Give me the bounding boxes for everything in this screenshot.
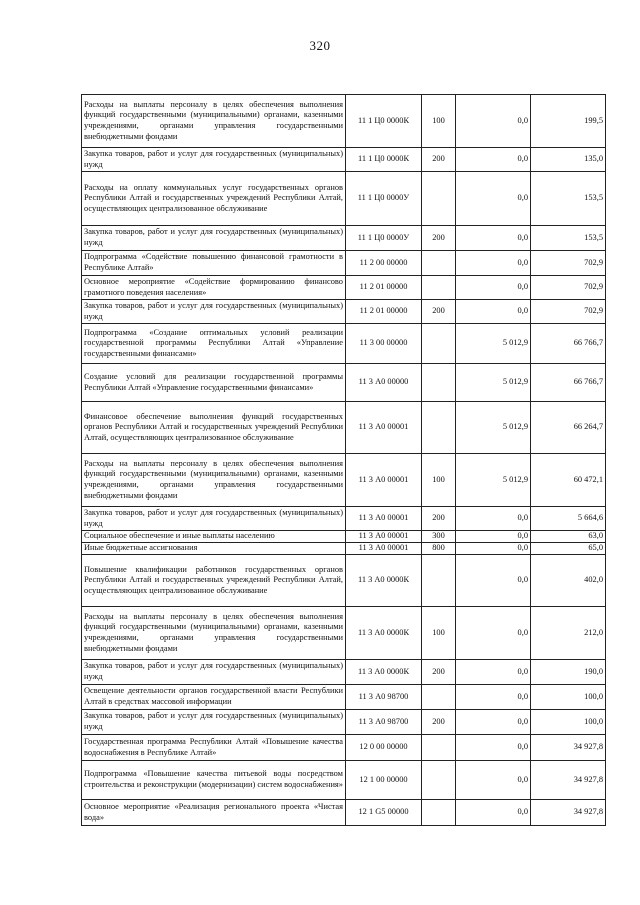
row-expense-type: 100 bbox=[422, 454, 456, 507]
row-value-1: 0,0 bbox=[456, 735, 531, 761]
row-expense-type bbox=[422, 276, 456, 300]
row-name: Повышение квалификации работников государственных органов Республики Алтай и государственных учреждений Республики Алтай, осуществляющих централизованное обслуживание bbox=[82, 555, 346, 607]
row-code: 11 3 А0 00001 bbox=[346, 402, 422, 454]
row-value-2: 34 927,8 bbox=[531, 761, 606, 800]
row-value-2: 63,0 bbox=[531, 531, 606, 543]
row-expense-type bbox=[422, 685, 456, 710]
table-row bbox=[82, 685, 606, 710]
table-row bbox=[82, 507, 606, 531]
row-expense-type bbox=[422, 402, 456, 454]
row-expense-type bbox=[422, 761, 456, 800]
row-name: Подпрограмма «Создание оптимальных условий реализации государственной программы Республики Алтай «Управление государственными финансами» bbox=[82, 324, 346, 364]
table-row bbox=[82, 607, 606, 660]
table-row bbox=[82, 710, 606, 735]
row-value-1: 0,0 bbox=[456, 543, 531, 555]
row-expense-type: 200 bbox=[422, 660, 456, 685]
table-row bbox=[82, 95, 606, 148]
row-expense-type: 200 bbox=[422, 300, 456, 324]
table-row bbox=[82, 226, 606, 251]
row-value-2: 702,9 bbox=[531, 276, 606, 300]
row-value-2: 65,0 bbox=[531, 543, 606, 555]
row-name: Закупка товаров, работ и услуг для государственных (муниципальных) нужд bbox=[82, 148, 346, 172]
row-value-1: 0,0 bbox=[456, 555, 531, 607]
row-value-1: 0,0 bbox=[456, 95, 531, 148]
row-name: Закупка товаров, работ и услуг для государственных (муниципальных) нужд bbox=[82, 226, 346, 251]
row-value-1: 5 012,9 bbox=[456, 402, 531, 454]
row-value-2: 66 766,7 bbox=[531, 364, 606, 402]
table-row bbox=[82, 148, 606, 172]
row-name: Основное мероприятие «Содействие формированию финансово грамотного поведения населения» bbox=[82, 276, 346, 300]
row-name: Расходы на выплаты персоналу в целях обеспечения выполнения функций государственными (муниципальными) органами, казенными учреждениями, органами управления государственными внебюджетными фондами bbox=[82, 95, 346, 148]
row-name: Расходы на выплаты персоналу в целях обеспечения выполнения функций государственными (муниципальными) органами, казенными учреждениями, органами управления государственными внебюджетными фондами bbox=[82, 607, 346, 660]
row-value-1: 0,0 bbox=[456, 685, 531, 710]
table-row bbox=[82, 172, 606, 226]
row-code: 11 3 А0 00000 bbox=[346, 364, 422, 402]
row-value-2: 153,5 bbox=[531, 172, 606, 226]
row-value-2: 212,0 bbox=[531, 607, 606, 660]
row-expense-type bbox=[422, 555, 456, 607]
row-code: 12 0 00 00000 bbox=[346, 735, 422, 761]
row-code: 11 3 А0 00001 bbox=[346, 507, 422, 531]
row-code: 11 1 Ц0 0000К bbox=[346, 148, 422, 172]
row-expense-type bbox=[422, 172, 456, 226]
row-value-2: 5 664,6 bbox=[531, 507, 606, 531]
row-value-1: 5 012,9 bbox=[456, 324, 531, 364]
row-value-2: 34 927,8 bbox=[531, 800, 606, 826]
table-row bbox=[82, 324, 606, 364]
row-code: 11 3 А0 0000К bbox=[346, 607, 422, 660]
row-name: Закупка товаров, работ и услуг для государственных (муниципальных) нужд bbox=[82, 710, 346, 735]
row-value-2: 702,9 bbox=[531, 251, 606, 276]
row-value-1: 0,0 bbox=[456, 148, 531, 172]
row-value-2: 60 472,1 bbox=[531, 454, 606, 507]
row-name: Освещение деятельности органов государственной власти Республики Алтай в средствах массовой информации bbox=[82, 685, 346, 710]
row-value-1: 0,0 bbox=[456, 710, 531, 735]
row-name: Социальное обеспечение и иные выплаты населению bbox=[82, 531, 346, 543]
row-code: 11 3 А0 00001 bbox=[346, 531, 422, 543]
row-value-2: 153,5 bbox=[531, 226, 606, 251]
row-code: 12 1 G5 00000 bbox=[346, 800, 422, 826]
row-name: Закупка товаров, работ и услуг для государственных (муниципальных) нужд bbox=[82, 300, 346, 324]
row-value-2: 100,0 bbox=[531, 685, 606, 710]
table-row bbox=[82, 543, 606, 555]
budget-table-body bbox=[82, 95, 606, 826]
row-value-1: 5 012,9 bbox=[456, 454, 531, 507]
row-name: Расходы на оплату коммунальных услуг государственных органов Республики Алтай и государственных учреждений Республики Алтай, осуществляющих централизованное обслуживание bbox=[82, 172, 346, 226]
row-value-1: 0,0 bbox=[456, 761, 531, 800]
table-row bbox=[82, 800, 606, 826]
row-code: 11 3 А0 98700 bbox=[346, 685, 422, 710]
row-code: 12 1 00 00000 bbox=[346, 761, 422, 800]
row-value-1: 0,0 bbox=[456, 172, 531, 226]
row-name: Подпрограмма «Содействие повышению финансовой грамотности в Республике Алтай» bbox=[82, 251, 346, 276]
table-row bbox=[82, 660, 606, 685]
row-value-2: 402,0 bbox=[531, 555, 606, 607]
row-value-1: 0,0 bbox=[456, 276, 531, 300]
row-value-1: 0,0 bbox=[456, 531, 531, 543]
row-name: Подпрограмма «Повышение качества питьевой воды посредством строительства и реконструкции (модернизации) систем водоснабжения» bbox=[82, 761, 346, 800]
row-code: 11 3 А0 00001 bbox=[346, 454, 422, 507]
row-name: Государственная программа Республики Алтай «Повышение качества водоснабжения в Республике Алтай» bbox=[82, 735, 346, 761]
row-value-2: 190,0 bbox=[531, 660, 606, 685]
table-row bbox=[82, 761, 606, 800]
table-row bbox=[82, 454, 606, 507]
row-code: 11 3 А0 0000К bbox=[346, 660, 422, 685]
row-value-1: 0,0 bbox=[456, 251, 531, 276]
table-row bbox=[82, 531, 606, 543]
row-value-1: 0,0 bbox=[456, 800, 531, 826]
row-value-2: 135,0 bbox=[531, 148, 606, 172]
row-code: 11 3 А0 00001 bbox=[346, 543, 422, 555]
row-expense-type bbox=[422, 800, 456, 826]
row-name: Финансовое обеспечение выполнения функций государственных органов Республики Алтай и государственных учреждений Республики Алтай, осуществляющих централизованное обслуживание bbox=[82, 402, 346, 454]
row-expense-type: 200 bbox=[422, 148, 456, 172]
row-value-1: 0,0 bbox=[456, 226, 531, 251]
row-value-2: 199,5 bbox=[531, 95, 606, 148]
row-code: 11 2 01 00000 bbox=[346, 300, 422, 324]
row-code: 11 2 01 00000 bbox=[346, 276, 422, 300]
row-expense-type: 300 bbox=[422, 531, 456, 543]
row-name: Основное мероприятие «Реализация регионального проекта «Чистая вода» bbox=[82, 800, 346, 826]
table-row bbox=[82, 300, 606, 324]
table-row bbox=[82, 555, 606, 607]
row-expense-type bbox=[422, 735, 456, 761]
row-name: Создание условий для реализации государственной программы Республики Алтай «Управление государственными финансами» bbox=[82, 364, 346, 402]
budget-table bbox=[81, 94, 606, 826]
row-value-1: 0,0 bbox=[456, 507, 531, 531]
page-number: 320 bbox=[309, 38, 331, 53]
table-row bbox=[82, 735, 606, 761]
table-row bbox=[82, 402, 606, 454]
row-value-1: 5 012,9 bbox=[456, 364, 531, 402]
row-value-2: 34 927,8 bbox=[531, 735, 606, 761]
row-name: Иные бюджетные ассигнования bbox=[82, 543, 346, 555]
table-row bbox=[82, 251, 606, 276]
row-code: 11 3 А0 98700 bbox=[346, 710, 422, 735]
row-expense-type bbox=[422, 251, 456, 276]
row-value-2: 66 766,7 bbox=[531, 324, 606, 364]
row-expense-type: 200 bbox=[422, 710, 456, 735]
row-value-1: 0,0 bbox=[456, 607, 531, 660]
row-code: 11 1 Ц0 0000У bbox=[346, 172, 422, 226]
row-expense-type: 200 bbox=[422, 507, 456, 531]
table-row bbox=[82, 364, 606, 402]
row-expense-type: 100 bbox=[422, 607, 456, 660]
row-code: 11 3 00 00000 bbox=[346, 324, 422, 364]
row-code: 11 1 Ц0 0000К bbox=[346, 95, 422, 148]
table-row bbox=[82, 276, 606, 300]
row-name: Закупка товаров, работ и услуг для государственных (муниципальных) нужд bbox=[82, 507, 346, 531]
row-expense-type bbox=[422, 324, 456, 364]
row-code: 11 2 00 00000 bbox=[346, 251, 422, 276]
row-code: 11 1 Ц0 0000У bbox=[346, 226, 422, 251]
row-expense-type: 100 bbox=[422, 95, 456, 148]
row-name: Закупка товаров, работ и услуг для государственных (муниципальных) нужд bbox=[82, 660, 346, 685]
row-name: Расходы на выплаты персоналу в целях обеспечения выполнения функций государственными (муниципальными) органами, казенными учреждениями, органами управления государственными внебюджетными фондами bbox=[82, 454, 346, 507]
row-value-1: 0,0 bbox=[456, 300, 531, 324]
row-value-2: 702,9 bbox=[531, 300, 606, 324]
row-code: 11 3 А0 0000К bbox=[346, 555, 422, 607]
row-value-2: 100,0 bbox=[531, 710, 606, 735]
row-expense-type: 200 bbox=[422, 226, 456, 251]
row-value-1: 0,0 bbox=[456, 660, 531, 685]
row-expense-type bbox=[422, 364, 456, 402]
row-value-2: 66 264,7 bbox=[531, 402, 606, 454]
row-expense-type: 800 bbox=[422, 543, 456, 555]
